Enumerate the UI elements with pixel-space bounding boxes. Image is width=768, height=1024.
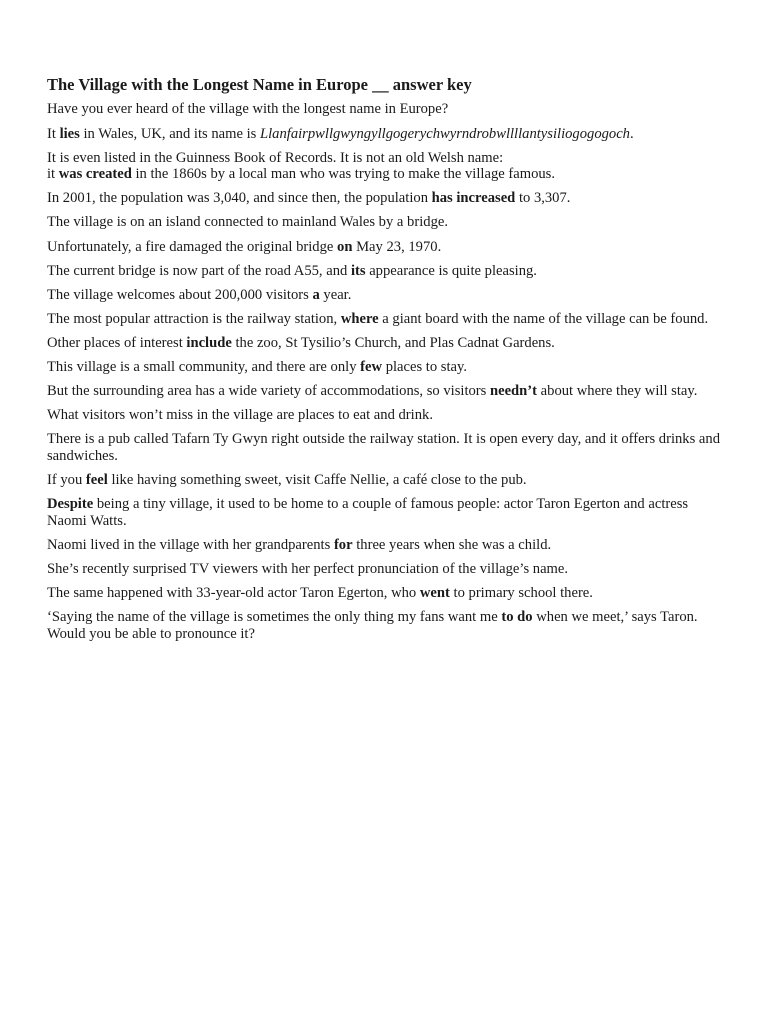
paragraph-text: What visitors won’t miss in the village are places to eat and drink. [47, 407, 433, 424]
paragraph-text: It [47, 125, 60, 142]
paragraph-text: a giant board with the name of the village can be found. [378, 310, 709, 327]
paragraph [47, 263, 727, 280]
paragraph-text: There is a pub called Tafarn Ty Gwyn right outside the railway station. It is open every day, and it offers drinks and sandwiches. [47, 431, 721, 464]
paragraph [47, 150, 727, 183]
paragraph [47, 190, 727, 207]
answer-word: few [360, 358, 383, 375]
answer-word: needn’t [489, 383, 538, 400]
paragraph [47, 359, 727, 376]
paragraph-text: But the surrounding area has a wide variety of accommodations, so visitors [47, 383, 490, 400]
paragraph-text: like having something sweet, visit Caffe Nellie, a café close to the pub. [107, 471, 527, 488]
paragraph [47, 585, 727, 602]
paragraph [47, 239, 727, 256]
answer-word: include [186, 334, 232, 351]
answer-word: where [340, 310, 379, 327]
paragraph-text: to 3,307. [515, 190, 571, 207]
paragraph [47, 537, 727, 554]
document-body [47, 101, 727, 642]
answer-word: to do [501, 609, 533, 625]
paragraph [47, 561, 727, 578]
paragraph-text: Other places of interest [47, 334, 187, 351]
answer-word: Despite [47, 496, 94, 513]
paragraph-text: in the 1860s by a local man who was trying to make the village famous. [131, 166, 555, 183]
paragraph [47, 287, 727, 304]
paragraph [47, 383, 727, 400]
paragraph-text: The most popular attraction is the railway station, [47, 310, 341, 327]
paragraph-text: The village is on an island connected to mainland Wales by a bridge. [47, 214, 448, 231]
answer-word: lies [59, 125, 80, 142]
paragraph [47, 609, 727, 642]
paragraph-text: In 2001, the population was 3,040, and since then, the population [47, 190, 432, 207]
paragraph-text: She’s recently surprised TV viewers with her perfect pronunciation of the village’s name. [47, 560, 569, 577]
paragraph-text: Have you ever heard of the village with the longest name in Europe? [47, 101, 449, 118]
answer-word: for [333, 536, 353, 553]
paragraph-text: year. [319, 286, 352, 303]
paragraph [47, 311, 727, 328]
paragraph-text: places to stay. [382, 358, 468, 375]
document-title: The Village with the Longest Name in Europe __ answer key [47, 75, 472, 94]
paragraph-text: Naomi lived in the village with her grandparents [47, 536, 334, 553]
village-name: Llanfairpwllgwyngyllgogerychwyrndrobwllllantysiliogogogoch [260, 125, 630, 142]
paragraph-text: The current bridge is now part of the road A55, and [47, 262, 351, 279]
paragraph-text: to primary school there. [449, 584, 593, 601]
paragraph-text: . [629, 125, 634, 142]
answer-word: its [350, 262, 366, 279]
paragraph-text: It is even listed in the Guinness Book of Records. It is not an old Welsh name: [47, 149, 504, 166]
paragraph [47, 214, 727, 231]
paragraph [47, 335, 727, 352]
paragraph [47, 101, 727, 118]
paragraph [47, 496, 727, 529]
paragraph-text: The village welcomes about 200,000 visitors [47, 286, 313, 303]
paragraph-text: appearance is quite pleasing. [365, 262, 537, 279]
answer-word: went [419, 584, 450, 601]
paragraph [47, 472, 727, 489]
answer-word: has increased [431, 190, 516, 207]
paragraph-text: The same happened with 33-year-old actor Taron Egerton, who [47, 584, 420, 601]
paragraph-text: This village is a small community, and there are only [47, 358, 361, 375]
paragraph-text: May 23, 1970. [352, 238, 442, 255]
paragraph-text: Unfortunately, a fire damaged the original bridge [47, 238, 338, 255]
paragraph [47, 431, 727, 464]
answer-word: on [337, 238, 353, 255]
paragraph-text: about where they will stay. [537, 383, 698, 400]
paragraph-text: being a tiny village, it used to be home to a couple of famous people: actor Taron Egerton and actress Naomi Watts. [47, 496, 689, 529]
answer-word: feel [85, 471, 108, 488]
paragraph-text: in Wales, UK, and its name is [79, 125, 261, 142]
answer-word: a [312, 286, 320, 303]
document-page [47, 74, 727, 650]
paragraph-text: when we meet,’ says Taron. Would you be able to pronounce it? [47, 609, 698, 642]
paragraph-text: it [47, 166, 59, 183]
answer-word: was created [58, 166, 132, 183]
paragraph [47, 126, 727, 143]
paragraph-text: three years when she was a child. [352, 536, 552, 553]
paragraph-text: ‘Saying the name of the village is sometimes the only thing my fans want me [47, 609, 502, 625]
paragraph-text: If you [47, 471, 86, 488]
paragraph-text: the zoo, St Tysilio’s Church, and Plas Cadnat Gardens. [231, 334, 555, 351]
paragraph [47, 407, 727, 424]
